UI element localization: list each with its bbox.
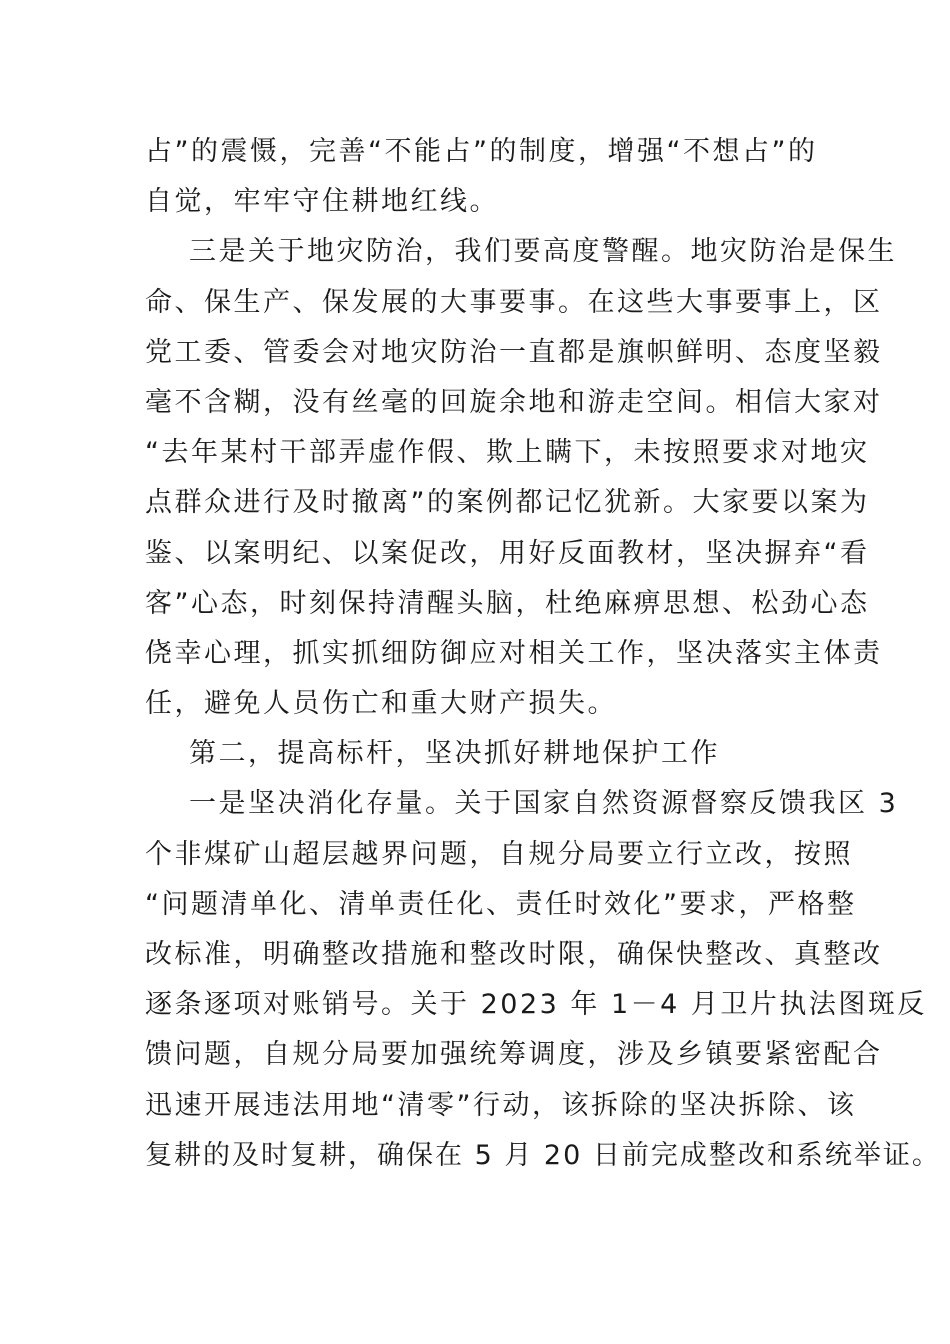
text-line: 鉴、以案明纪、以案促改，用好反面教材，坚决摒弃“看 bbox=[145, 537, 870, 569]
text-line: 自觉，牢牢守住耕地红线。 bbox=[145, 186, 499, 218]
text-line: 迅速开展违法用地“清零”行动，该拆除的坚决拆除、该 bbox=[145, 1089, 857, 1121]
text-line: 点群众进行及时撤离”的案例都记忆犹新。大家要以案为 bbox=[145, 487, 870, 519]
text-line: 党工委、管委会对地灾防治一直都是旗帜鲜明、态度坚毅 bbox=[145, 336, 883, 368]
text-line: 占”的震慑，完善“不能占”的制度，增强“不想占”的 bbox=[145, 136, 818, 167]
text-line: 复耕的及时复耕，确保在 5 月 20 日前完成整改和系统举证。 bbox=[145, 1139, 941, 1171]
text-line: 改标准，明确整改措施和整改时限，确保快整改、真整改 bbox=[145, 939, 883, 970]
text-line: “去年某村干部弄虚作假、欺上瞒下，未按照要求对地灾 bbox=[145, 437, 870, 469]
text-line: 个非煤矿山超层越界问题，自规分局要立行立改，按照 bbox=[145, 838, 853, 870]
text-line: 任，避免人员伤亡和重大财产损失。 bbox=[145, 688, 617, 720]
document-body bbox=[145, 127, 941, 1181]
text-line: 客”心态，时刻保持清醒头脑，杜绝麻痹思想、松劲心态 bbox=[145, 587, 870, 619]
paragraph-start-line: 一是坚决消化存量。关于国家自然资源督察反馈我区 3 bbox=[189, 788, 899, 820]
text-line: “问题清单化、清单责任化、责任时效化”要求，严格整 bbox=[145, 888, 857, 920]
text-line: 毫不含糊，没有丝毫的回旋余地和游走空间。相信大家对 bbox=[145, 386, 883, 418]
section-heading: 第二，提高标杆，坚决抓好耕地保护工作 bbox=[189, 738, 720, 770]
text-line: 馈问题，自规分局要加强统筹调度，涉及乡镇要紧密配合 bbox=[145, 1039, 883, 1071]
text-line: 逐条逐项对账销号。关于 2023 年 1－4 月卫片执法图斑反 bbox=[145, 989, 927, 1021]
text-line: 命、保生产、保发展的大事要事。在这些大事要事上，区 bbox=[145, 286, 883, 318]
paragraph-start-line: 三是关于地灾防治，我们要高度警醒。地灾防治是保生 bbox=[189, 236, 897, 268]
text-line: 侥幸心理，抓实抓细防御应对相关工作，坚决落实主体责 bbox=[145, 637, 883, 669]
